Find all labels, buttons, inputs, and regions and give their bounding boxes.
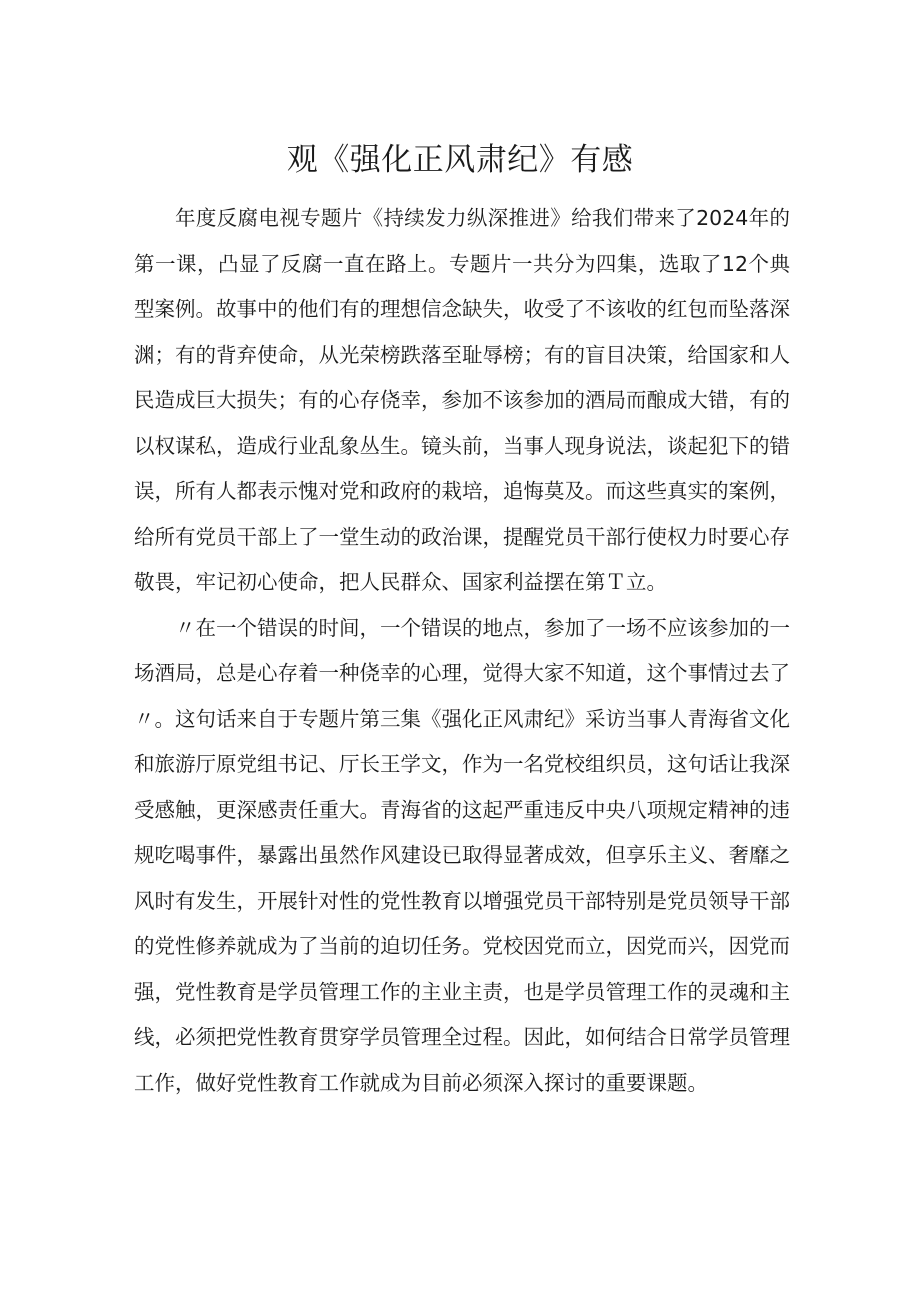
paragraph-1: 年度反腐电视专题片《持续发力纵深推进》给我们带来了2024年的第一课，凸显了反腐一直在路上。专题片一共分为四集，选取了12个典型案例。故事中的他们有的理想信念缺失，收受了不该收的红包而坠落深渊；有的背弃使命，从光荣榜跌落至耻辱榜；有的盲目决策，给国家和人民造成巨大损失；有的心存侥幸，参加不该参加的酒局而酿成大错，有的以权谋私，造成行业乱象丛生。镜头前，当事人现身说法，谈起犯下的错误，所有人都表示愧对党和政府的栽培，追悔莫及。而这些真实的案例，给所有党员干部上了一堂生动的政治课，提醒党员干部行使权力时要心存敬畏，牢记初心使命，把人民群众、国家利益摆在第Ｔ立。 — [134, 206, 790, 594]
document-body — [134, 196, 790, 1106]
document-title: 观《强化正风肃纪》有感 — [286, 142, 634, 178]
paragraph-2: 〃在一个错误的时间，一个错误的地点，参加了一场不应该参加的一场酒局，总是心存着一种侥幸的心理，觉得大家不知道，这个事情过去了〃。这句话来自于专题片第三集《强化正风肃纪》采访当事人青海省文化和旅游厅原党组书记、厅长王学文，作为一名党校组织员，这句话让我深受感触，更深感责任重大。青海省的这起严重违反中央八项规定精神的违规吃喝事件，暴露出虽然作风建设已取得显著成效，但享乐主义、奢靡之风时有发生，开展针对性的党性教育以增强党员干部特别是党员领导干部的党性修养就成为了当前的迫切任务。党校因党而立，因党而兴，因党而强，党性教育是学员管理工作的主业主责，也是学员管理工作的灵魂和主线，必须把党性教育贯穿学员管理全过程。因此，如何结合日常学员管理工作，做好党性教育工作就成为目前必须深入探讨的重要课题。 — [134, 615, 790, 1095]
